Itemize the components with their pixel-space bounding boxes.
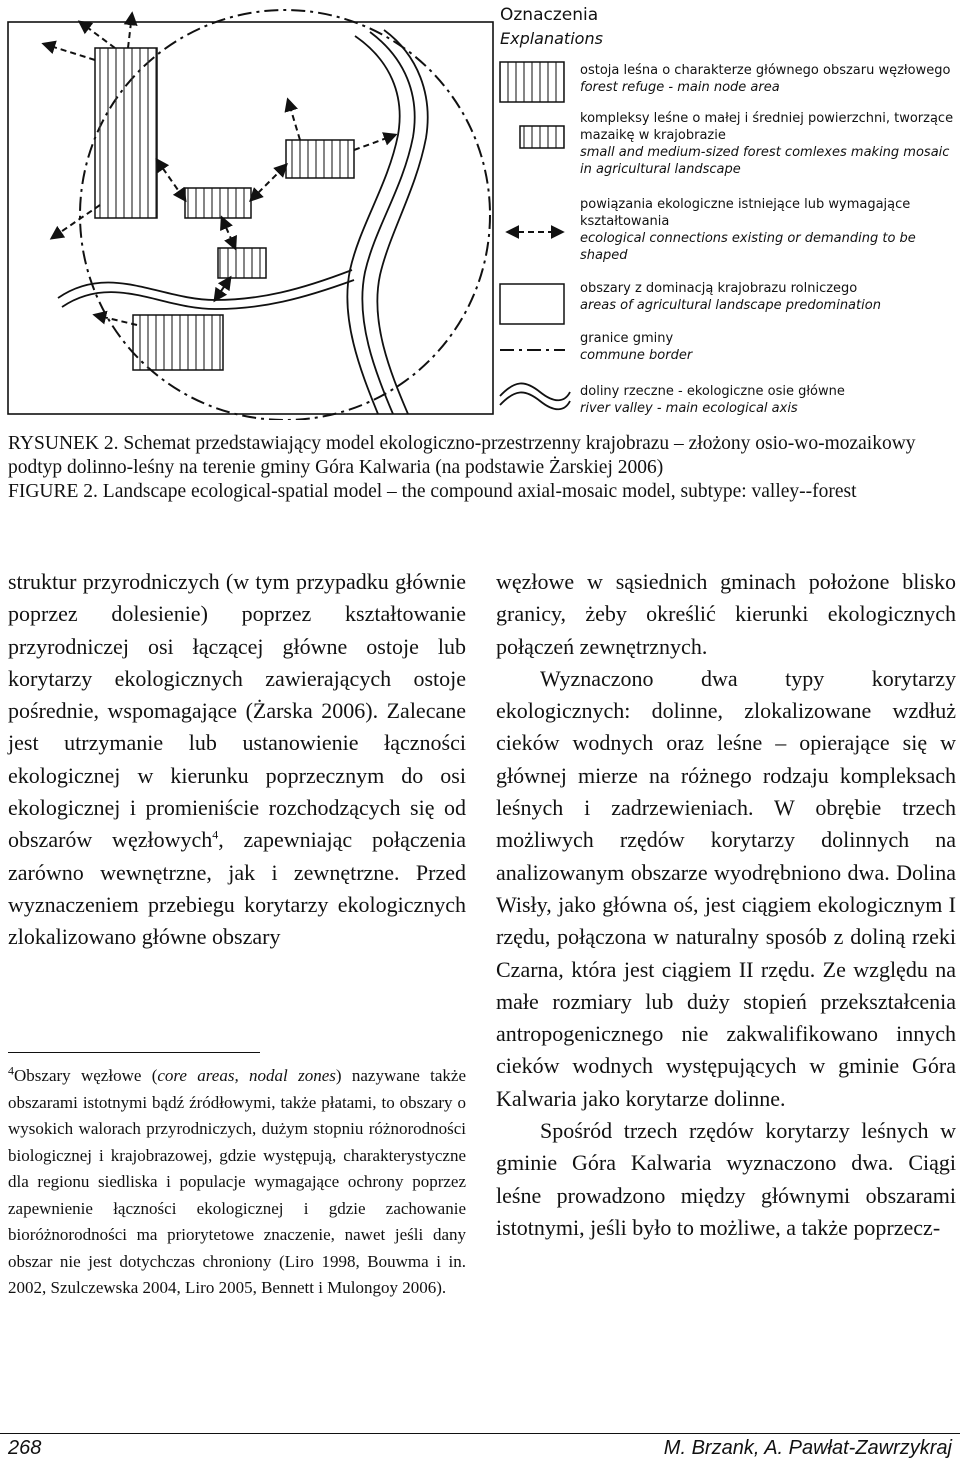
legend-hatched-small-icon (520, 126, 564, 148)
legend-item-forest-complexes (580, 110, 955, 178)
right-paragraph-2: Wyznaczono dwa typy korytarzy ekologicznych: dolinne, zlokalizowane wzdłuż cieków wodnych oraz leśne – opierające się w głównej mierze na różnego rodzaju kompleksach leśnych i zadrzewieniach. W obrębie trzech możliwych rzędów korytarzy dolinnych na analizowanym obszarze wyodrębniono dwa. Dolina Wisły, jako główna oś, jest ciągiem ekologicznym I rzędu, połączona w naturalny sposób z doliną rzeki Czarna, która jest ciągiem II rzędu. Ze względu na małe rozmiary lub duży stopień przekształcenia antropogenicznego nie zakwalifikowano innych cieków wodnych występujących w gminie Góra Kalwaria jako korytarze dolinne. (496, 665, 956, 1111)
left-paragraph (8, 566, 466, 954)
legend-item-commune-border (580, 330, 955, 364)
footnote-ref[interactable]: 4 (212, 828, 219, 843)
forest-complex-1 (286, 140, 354, 178)
right-paragraph-1: węzłowe w sąsiednich gminach położone blisko granicy, żeby określić kierunki ekologicznych połączeń zewnętrznych. (496, 569, 956, 659)
footnote-text-b: ) nazywane także obszarami istotnymi bądź źródłowymi, także płatami, to obszary o wysokich walorach przyrodniczych, dużym stopniu różnorodności biologicznej i krajobrazowej, gdzie występują, charakterystyczne dla regionu siedliska i populacje wymagające ochrony poprzez zapewnienie łączności ekologicznej i gdzie zachowanie bioróżnorodności ma priorytetowe znaczenie, nawet jeśli dany obszar nie jest dotychczas chroniony (Liro 1998, Bouwma i in. 2002, Szulczewska 2004, Liro 2005, Bennett i Mulongoy 2006). (8, 1066, 466, 1297)
legend-item-agricultural (580, 280, 955, 314)
legend-label-en: river valley - main ecological axis (580, 401, 798, 416)
legend-label-pl: powiązania ekologiczne istniejące lub wymagające kształtowania (580, 197, 911, 229)
river-valley-main (347, 30, 427, 414)
legend-title-pl: Oznaczenia (500, 5, 599, 25)
river-valley-secondary (58, 270, 354, 309)
forest-refuge-1 (95, 48, 157, 218)
caption-en: FIGURE 2. Landscape ecological-spatial model – the compound axial-mosaic model, subtype: valley--forest (8, 481, 857, 502)
legend-icons (500, 62, 570, 409)
running-authors: M. Brzank, A. Pawłat-Zawrzykraj (663, 1437, 952, 1459)
caption-pl: RYSUNEK 2. Schemat przedstawiający model ekologiczno-przestrzenny krajobrazu – złożony osio-wo-mozaikowy podtyp dolinno-leśny na terenie gminy Góra Kalwaria (na podstawie Żarskiej 2006) (8, 433, 916, 478)
right-column (496, 566, 956, 1244)
legend-title-en: Explanations (500, 29, 603, 48)
forest-complex-2 (185, 188, 251, 218)
legend-label-pl: obszary z dominacją krajobrazu rolniczego (580, 281, 858, 296)
legend-item-connections (580, 196, 955, 264)
footnote-number: 4 (8, 1063, 14, 1078)
forest-refuge-2 (133, 315, 223, 370)
legend-label-pl: granice gminy (580, 331, 674, 346)
left-text-part1: struktur przyrodniczych (w tym przypadku głównie poprzez dolesienie) poprzez kształtowanie przyrodniczej osi łączącej główne ostoje lub korytarzy ekologicznych zawierających ostoje pośrednie, wspomagające (Żarska 2006). Zalecane jest utrzymanie lub ustanowienie łączności ekologicznej w kierunku poprzecznym do osi ekologicznej i promieniście rozchodzących się od obszarów węzłowych (8, 569, 466, 853)
footnote-italic-term: core areas, nodal zones (157, 1066, 336, 1085)
right-paragraph-3: Spośród trzech rzędów korytarzy leśnych w gminie Góra Kalwaria wyznaczono dwa. Ciągi leśne prowadzono między głównymi obszarami istotnymi, jeśli było to możliwe, a także poprzecz- (496, 1118, 956, 1240)
legend-label-en: small and medium-sized forest comlexes making mosaic in agricultural landscape (580, 145, 950, 177)
legend-label-en: forest refuge - main node area (580, 80, 780, 95)
footer-separator (0, 1433, 960, 1434)
footnote (8, 1063, 466, 1302)
page-number: 268 (8, 1437, 42, 1459)
figure-caption (8, 432, 953, 504)
legend-hatched-large-icon (500, 62, 564, 102)
left-column (8, 566, 466, 954)
legend-empty-rect-icon (500, 284, 564, 324)
footnote-separator (8, 1052, 260, 1053)
left-text-part2: , zapewniając połączenia zarówno wewnętrzne, jak i zewnętrzne. Przed wyznaczeniem przebiegu korytarzy ekologicznych zlokalizowano główne obszary (8, 827, 466, 950)
legend-label-pl: doliny rzeczne - ekologiczne osie główne (580, 384, 845, 399)
forest-complex-3 (218, 248, 266, 278)
legend-label-pl: kompleksy leśne o małej i średniej powierzchni, tworzące mazaikę w krajobrazie (580, 111, 954, 143)
footnote-text-a: Obszary węzłowe ( (14, 1066, 158, 1085)
figure-2 (0, 0, 960, 420)
legend-label-en: areas of agricultural landscape predomination (580, 298, 881, 313)
legend-label-en: ecological connections existing or demanding to be shaped (580, 231, 916, 263)
legend-label-en: commune border (580, 348, 693, 363)
legend-item-forest-refuge (580, 62, 955, 96)
legend-item-river-valley (580, 383, 955, 417)
legend-label-pl: ostoja leśna o charakterze głównego obszaru węzłowego (580, 63, 951, 78)
